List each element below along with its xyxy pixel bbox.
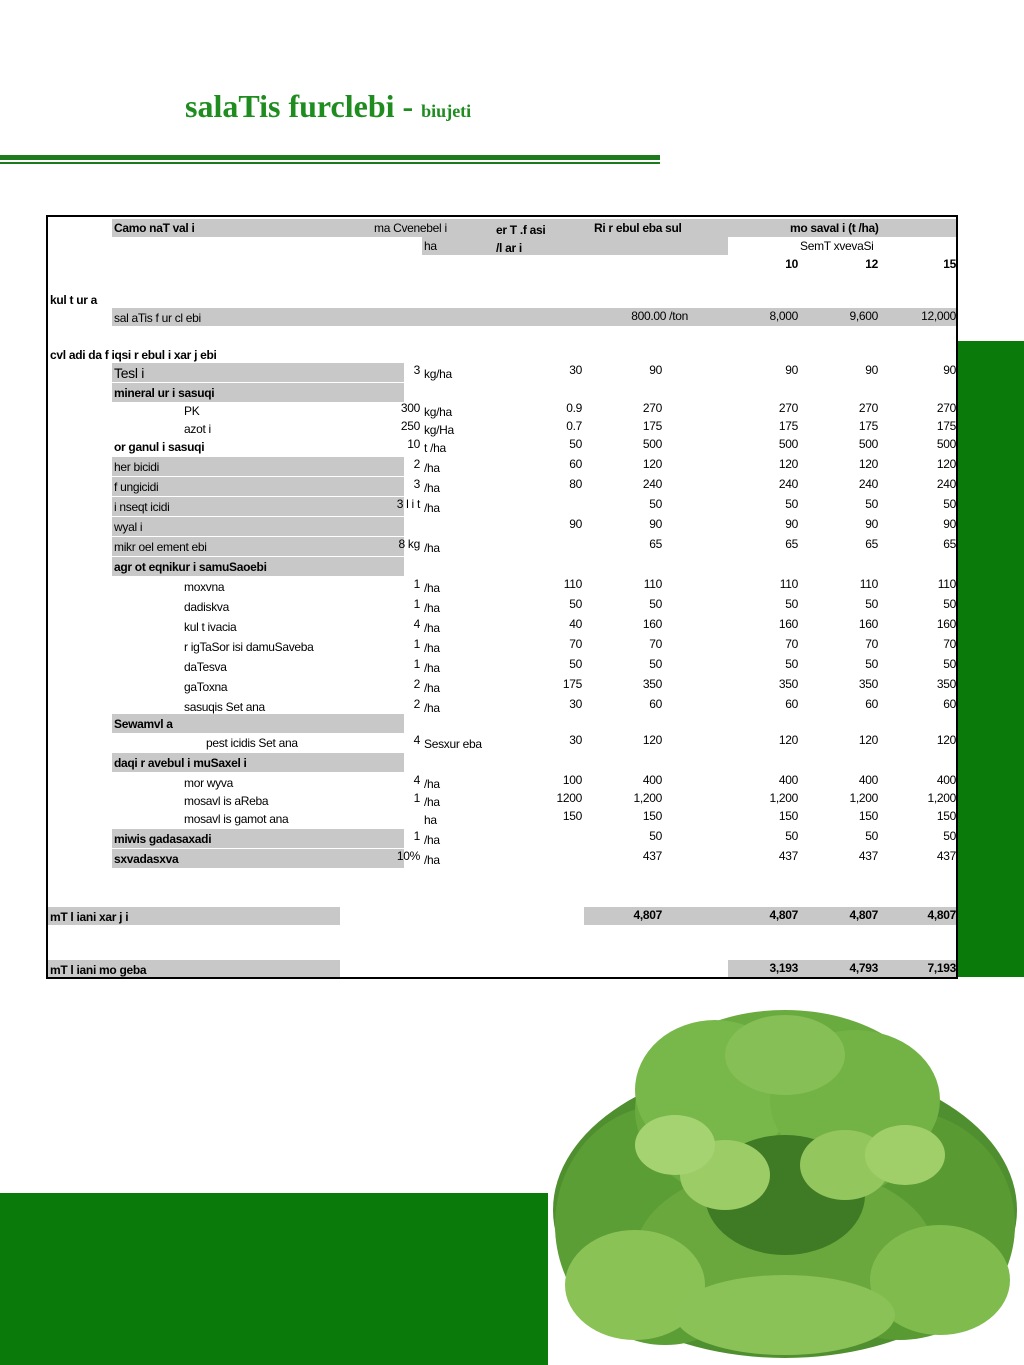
row-value: 120 bbox=[642, 733, 662, 747]
header-yield: mo savaI i (t /ha) bbox=[790, 221, 879, 235]
row-value: 500 bbox=[858, 437, 878, 451]
header-band-2 bbox=[422, 237, 728, 255]
row-name: f ungicidi bbox=[114, 480, 159, 494]
row-value: 240 bbox=[858, 477, 878, 491]
row-value: 120 bbox=[778, 733, 798, 747]
row-value: 1 bbox=[413, 577, 420, 591]
row-unit: /ha bbox=[424, 461, 440, 475]
row-value: 150 bbox=[936, 809, 956, 823]
row-value: 90 bbox=[785, 517, 798, 531]
row-value: 270 bbox=[858, 401, 878, 415]
row-value: 1,200 bbox=[927, 791, 956, 805]
row-value: 1 bbox=[413, 791, 420, 805]
row-value: 2 bbox=[413, 457, 420, 471]
row-unit: /ha bbox=[424, 621, 440, 635]
row-value: 30 bbox=[569, 697, 582, 711]
row-value: 160 bbox=[642, 617, 662, 631]
row-unit: /ha bbox=[424, 681, 440, 695]
row-value: 120 bbox=[858, 457, 878, 471]
row-value: 160 bbox=[858, 617, 878, 631]
row-value: 50 bbox=[569, 657, 582, 671]
row-name: kul t ivacia bbox=[184, 620, 237, 634]
row-value: 110 bbox=[643, 577, 662, 591]
row-value: 90 bbox=[865, 517, 878, 531]
title-rule-thin bbox=[0, 162, 660, 164]
row-value: 437 bbox=[936, 849, 956, 863]
row-value: 70 bbox=[569, 637, 582, 651]
yield-col-1: 10 bbox=[785, 257, 798, 271]
row-value: 110 bbox=[859, 577, 878, 591]
row-value: 50 bbox=[865, 497, 878, 511]
row-value: 50 bbox=[569, 597, 582, 611]
row-name: mosavl is gamot ana bbox=[184, 812, 289, 826]
row-value: 3 l i t bbox=[396, 497, 420, 511]
total-cost-value-2: 4,807 bbox=[849, 908, 878, 922]
row-value: 175 bbox=[562, 677, 582, 691]
row-value: 240 bbox=[642, 477, 662, 491]
row-unit: kg/ha bbox=[424, 367, 452, 381]
row-value: 50 bbox=[865, 829, 878, 843]
row-value: 400 bbox=[642, 773, 662, 787]
row-value: 50 bbox=[785, 829, 798, 843]
row-unit: /ha bbox=[424, 795, 440, 809]
row-value: 350 bbox=[642, 677, 662, 691]
row-name: agr ot eqnikur i samuSaoebi bbox=[114, 560, 267, 574]
row-unit: /ha bbox=[424, 777, 440, 791]
row-value: 40 bbox=[569, 617, 582, 631]
row-value: 0.9 bbox=[566, 401, 582, 415]
row-unit: /ha bbox=[424, 481, 440, 495]
row-value: 1 bbox=[413, 829, 420, 843]
row-value: 100 bbox=[562, 773, 582, 787]
row-unit: t /ha bbox=[424, 441, 446, 455]
row-value: 110 bbox=[779, 577, 798, 591]
row-name: her bicidi bbox=[114, 460, 160, 474]
crop-value-1: 8,000 bbox=[769, 309, 798, 323]
row-value: 270 bbox=[936, 401, 956, 415]
crop-section-label: kul t ur a bbox=[50, 293, 98, 307]
crop-price: 800.00 /ton bbox=[631, 309, 688, 323]
row-value: 4 bbox=[413, 773, 420, 787]
row-value: 1,200 bbox=[849, 791, 878, 805]
costs-section-label: cvl adi da f iqsi r ebul i xar j ebi bbox=[50, 348, 217, 362]
title-main: salaTis furclebi - bbox=[185, 88, 422, 124]
row-value: 110 bbox=[937, 577, 956, 591]
row-value: 70 bbox=[943, 637, 956, 651]
yield-col-2: 12 bbox=[865, 257, 878, 271]
row-name: Sewamvl a bbox=[114, 717, 173, 731]
total-cost-value-1: 4,807 bbox=[769, 908, 798, 922]
row-unit: kg/Ha bbox=[424, 423, 454, 437]
row-value: 8 kg bbox=[398, 537, 420, 551]
header-scenario: SemT xvevaSi bbox=[800, 239, 874, 253]
row-value: 65 bbox=[865, 537, 878, 551]
row-value: 175 bbox=[858, 419, 878, 433]
row-value: 90 bbox=[943, 517, 956, 531]
row-value: 10 bbox=[407, 437, 420, 451]
total-cost-amount: 4,807 bbox=[633, 908, 662, 922]
header-unit-ha: ha bbox=[424, 239, 437, 253]
row-unit: /ha bbox=[424, 581, 440, 595]
row-unit: ha bbox=[424, 813, 437, 827]
profit-label: mT l iani mo geba bbox=[50, 963, 147, 977]
row-value: 250 bbox=[400, 419, 420, 433]
row-value: 1,200 bbox=[633, 791, 662, 805]
row-value: 50 bbox=[569, 437, 582, 451]
row-unit: /ha bbox=[424, 701, 440, 715]
row-name: daqi r avebul i muSaxel i bbox=[114, 756, 247, 770]
row-value: 50 bbox=[649, 829, 662, 843]
header-amount: Ri r ebul eba sul bbox=[594, 221, 682, 235]
row-value: 50 bbox=[865, 597, 878, 611]
row-value: 50 bbox=[943, 657, 956, 671]
row-value: 4 bbox=[413, 617, 420, 631]
row-value: 350 bbox=[858, 677, 878, 691]
row-value: 437 bbox=[858, 849, 878, 863]
row-value: 1200 bbox=[556, 791, 582, 805]
row-name: pest icidis Set ana bbox=[206, 736, 298, 750]
page-title bbox=[185, 88, 471, 125]
row-value: 270 bbox=[778, 401, 798, 415]
row-value: 270 bbox=[642, 401, 662, 415]
row-name: r igTaSor isi damuSaveba bbox=[184, 640, 314, 654]
row-unit: /ha bbox=[424, 641, 440, 655]
row-unit: /ha bbox=[424, 601, 440, 615]
row-name: miwis gadasaxadi bbox=[114, 832, 212, 846]
green-side-band bbox=[956, 341, 1024, 977]
row-value: 50 bbox=[649, 497, 662, 511]
row-value: 1,200 bbox=[769, 791, 798, 805]
row-value: 80 bbox=[569, 477, 582, 491]
budget-sheet bbox=[46, 215, 958, 979]
row-value: 175 bbox=[936, 419, 956, 433]
row-value: 400 bbox=[936, 773, 956, 787]
row-value: 90 bbox=[785, 363, 798, 377]
row-value: 300 bbox=[400, 401, 420, 415]
row-name: sxvadasxva bbox=[114, 852, 179, 866]
row-value: 240 bbox=[936, 477, 956, 491]
row-unit: /ha bbox=[424, 661, 440, 675]
row-value: 2 bbox=[413, 677, 420, 691]
row-unit: /ha bbox=[424, 541, 440, 555]
row-band bbox=[112, 517, 404, 536]
row-value: 150 bbox=[642, 809, 662, 823]
crop-name: sal aTis f ur cl ebi bbox=[114, 311, 201, 325]
row-value: 30 bbox=[569, 733, 582, 747]
row-value: 350 bbox=[936, 677, 956, 691]
row-value: 500 bbox=[778, 437, 798, 451]
header-description: Camo naT val i bbox=[114, 221, 195, 235]
row-value: 110 bbox=[563, 577, 582, 591]
row-value: 50 bbox=[943, 497, 956, 511]
row-value: 65 bbox=[649, 537, 662, 551]
row-name: moxvna bbox=[184, 580, 225, 594]
row-value: 50 bbox=[865, 657, 878, 671]
row-value: 50 bbox=[785, 497, 798, 511]
row-value: 120 bbox=[778, 457, 798, 471]
row-name: azot i bbox=[184, 422, 211, 436]
row-name: or ganul i sasuqi bbox=[114, 440, 205, 454]
row-value: 70 bbox=[649, 637, 662, 651]
row-name: gaToxna bbox=[184, 680, 228, 694]
row-value: 1 bbox=[413, 657, 420, 671]
title-rule-thick bbox=[0, 155, 660, 160]
row-value: 60 bbox=[569, 457, 582, 471]
row-value: 70 bbox=[785, 637, 798, 651]
crop-value-2: 9,600 bbox=[849, 309, 878, 323]
row-name: mineral ur i sasuqi bbox=[114, 386, 215, 400]
row-value: 50 bbox=[943, 597, 956, 611]
row-unit: kg/ha bbox=[424, 405, 452, 419]
row-name: mosavl is aReba bbox=[184, 794, 269, 808]
row-name: mikr oel ement ebi bbox=[114, 540, 207, 554]
row-value: 70 bbox=[865, 637, 878, 651]
row-value: 2 bbox=[413, 697, 420, 711]
row-name: sasuqis Set ana bbox=[184, 700, 265, 714]
row-value: 50 bbox=[785, 597, 798, 611]
green-bottom-band bbox=[0, 1193, 548, 1365]
row-value: 30 bbox=[569, 363, 582, 377]
row-value: 50 bbox=[649, 657, 662, 671]
row-value: 160 bbox=[936, 617, 956, 631]
lettuce-image bbox=[545, 995, 1024, 1365]
row-value: 150 bbox=[778, 809, 798, 823]
row-value: 500 bbox=[642, 437, 662, 451]
row-name: dadiskva bbox=[184, 600, 229, 614]
row-value: 10% bbox=[396, 849, 420, 863]
header-unit: ma Cvenebel i bbox=[374, 221, 447, 235]
row-value: 90 bbox=[943, 363, 956, 377]
row-value: 150 bbox=[858, 809, 878, 823]
row-unit: /ha bbox=[424, 501, 440, 515]
row-value: 150 bbox=[562, 809, 582, 823]
row-value: 50 bbox=[785, 657, 798, 671]
profit-value-2: 4,793 bbox=[849, 961, 878, 975]
row-value: 4 bbox=[413, 733, 420, 747]
row-value: 240 bbox=[778, 477, 798, 491]
row-value: 175 bbox=[778, 419, 798, 433]
row-value: 90 bbox=[649, 517, 662, 531]
row-value: 0.7 bbox=[566, 419, 582, 433]
row-value: 437 bbox=[778, 849, 798, 863]
row-name: Tesl i bbox=[114, 365, 145, 381]
profit-value-3: 7,193 bbox=[927, 961, 956, 975]
row-value: 60 bbox=[785, 697, 798, 711]
row-unit: Sesxur eba bbox=[424, 737, 482, 751]
row-name: mor wyva bbox=[184, 776, 233, 790]
row-value: 120 bbox=[936, 457, 956, 471]
total-cost-label: mT l iani xar j i bbox=[50, 910, 129, 924]
profit-value-1: 3,193 bbox=[769, 961, 798, 975]
row-unit: /ha bbox=[424, 833, 440, 847]
row-value: 120 bbox=[642, 457, 662, 471]
row-value: 120 bbox=[936, 733, 956, 747]
row-value: 65 bbox=[785, 537, 798, 551]
row-value: 60 bbox=[865, 697, 878, 711]
row-value: 50 bbox=[649, 597, 662, 611]
row-value: 175 bbox=[642, 419, 662, 433]
header-price: er T .f asi bbox=[496, 223, 546, 237]
row-value: 90 bbox=[649, 363, 662, 377]
row-value: 90 bbox=[865, 363, 878, 377]
title-sub: biujeti bbox=[421, 101, 472, 121]
row-value: 90 bbox=[569, 517, 582, 531]
row-value: 1 bbox=[413, 597, 420, 611]
row-value: 3 bbox=[413, 363, 420, 377]
row-unit: /ha bbox=[424, 853, 440, 867]
row-name: PK bbox=[184, 404, 200, 418]
crop-value-3: 12,000 bbox=[921, 309, 956, 323]
row-value: 60 bbox=[649, 697, 662, 711]
row-value: 500 bbox=[936, 437, 956, 451]
row-value: 437 bbox=[642, 849, 662, 863]
row-value: 400 bbox=[778, 773, 798, 787]
row-value: 65 bbox=[943, 537, 956, 551]
total-cost-value-3: 4,807 bbox=[927, 908, 956, 922]
row-band bbox=[112, 363, 404, 382]
header-price-2: /l ar i bbox=[496, 241, 522, 255]
row-name: wyal i bbox=[114, 520, 143, 534]
row-value: 160 bbox=[778, 617, 798, 631]
yield-col-3: 15 bbox=[943, 257, 956, 271]
row-name: daTesva bbox=[184, 660, 227, 674]
row-value: 3 bbox=[413, 477, 420, 491]
row-value: 400 bbox=[858, 773, 878, 787]
row-value: 60 bbox=[943, 697, 956, 711]
row-value: 50 bbox=[943, 829, 956, 843]
row-value: 120 bbox=[858, 733, 878, 747]
row-value: 1 bbox=[413, 637, 420, 651]
row-name: i nseqt icidi bbox=[114, 500, 170, 514]
row-value: 350 bbox=[778, 677, 798, 691]
